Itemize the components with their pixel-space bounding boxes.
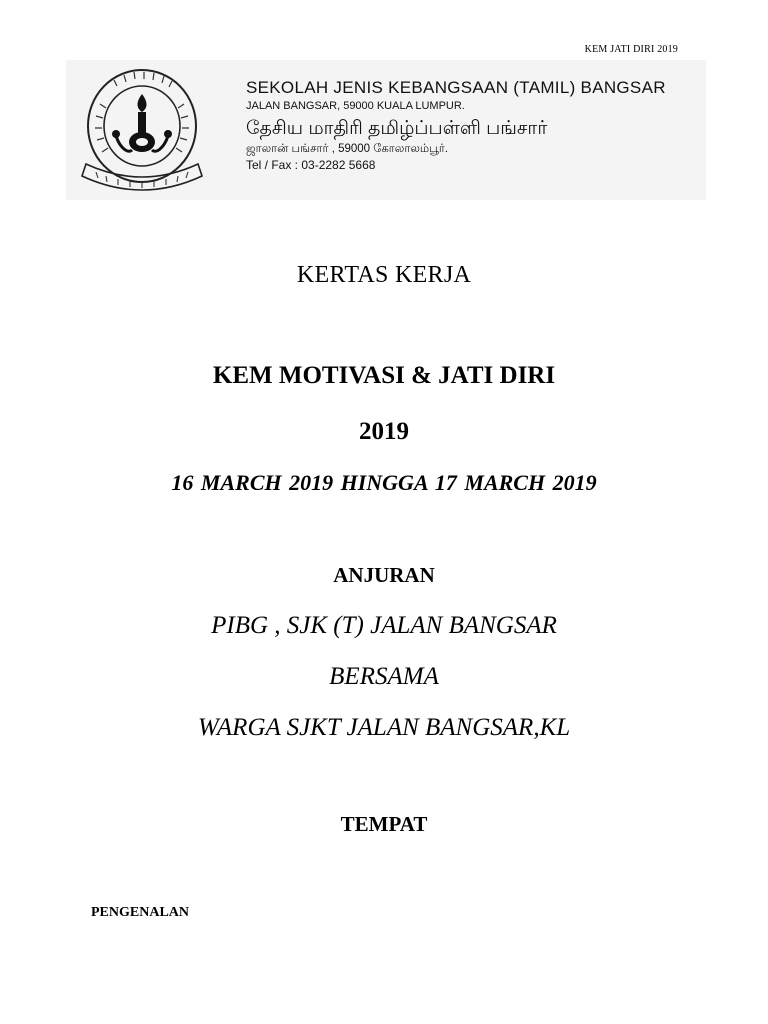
header-reference: KEM JATI DIRI 2019: [584, 44, 678, 55]
venue-label: TEMPAT: [340, 812, 428, 836]
camp-year: 2019: [359, 418, 409, 445]
school-name: SEKOLAH JENIS KEBANGSAAN (TAMIL) BANGSAR: [246, 78, 666, 97]
camp-title: KEM MOTIVASI & JATI DIRI: [212, 362, 556, 389]
letterhead: [66, 60, 706, 200]
camp-dates: 16 MARCH 2019 HINGGA 17 MARCH 2019: [171, 470, 597, 495]
organizer-line-1: PIBG , SJK (T) JALAN BANGSAR: [211, 612, 557, 639]
school-address-tamil: ஜாலான் பங்சார் , 59000 கோலாலம்பூர்.: [246, 143, 449, 155]
organizer-line-3: WARGA SJKT JALAN BANGSAR,KL: [197, 714, 571, 741]
school-name-tamil: தேசிய மாதிரி தமிழ்ப்பள்ளி பங்சார்: [246, 118, 548, 139]
document-type-heading: KERTAS KERJA: [296, 262, 472, 288]
letterhead-text: [246, 78, 666, 173]
section-heading-introduction: PENGENALAN: [91, 905, 190, 920]
organizer-label: ANJURAN: [333, 563, 435, 587]
school-crest-icon: [72, 64, 224, 196]
school-address: JALAN BANGSAR, 59000 KUALA LUMPUR.: [246, 100, 465, 112]
school-telephone: Tel / Fax : 03-2282 5668: [246, 158, 376, 172]
organizer-line-2: BERSAMA: [329, 663, 439, 690]
